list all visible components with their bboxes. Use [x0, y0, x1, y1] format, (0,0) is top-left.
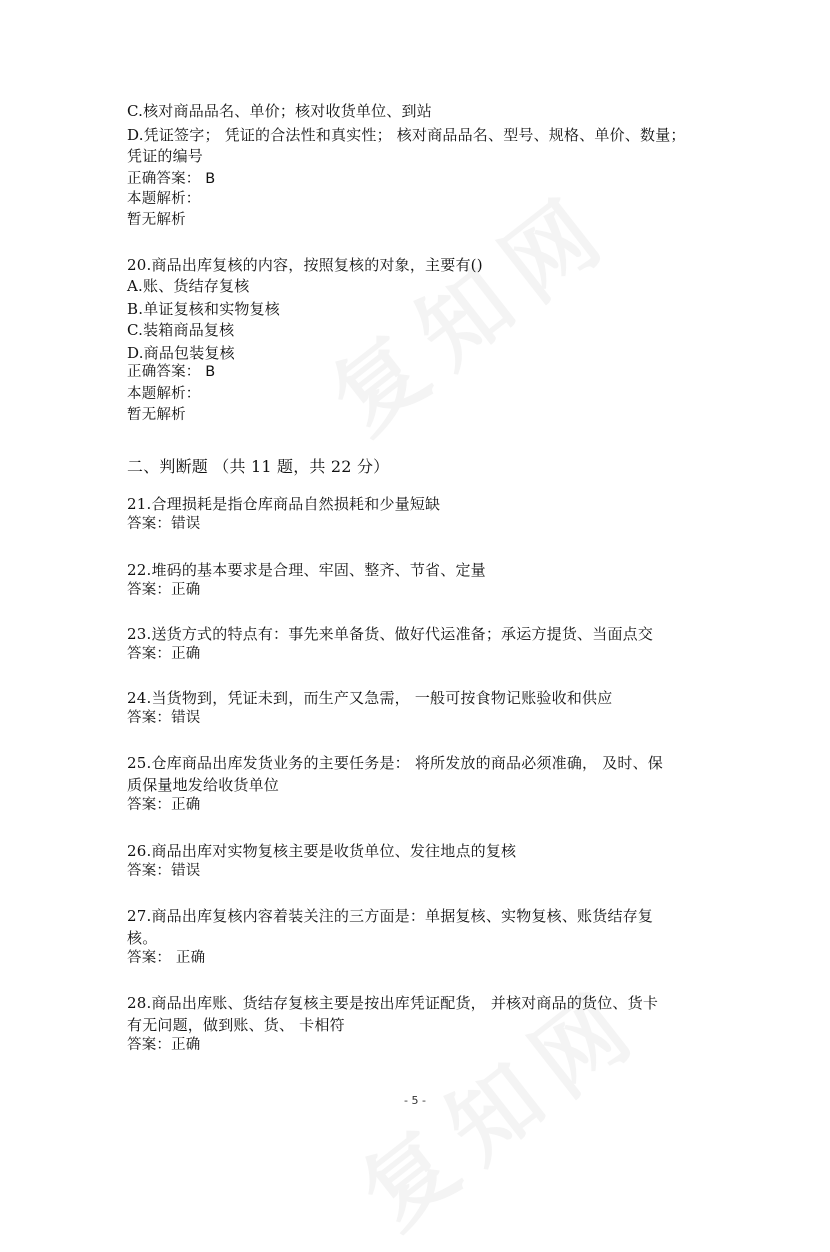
judgment-answer: 答案：正确 [127, 646, 201, 662]
q19-analysis-label: 本题解析： [127, 191, 201, 207]
judgment-question-cont: 质保量地发给收货单位 [127, 776, 280, 794]
judgment-question: 21.合理损耗是指仓库商品自然损耗和少量短缺 [127, 495, 441, 513]
q19-option-d-cont: 凭证的编号 [127, 147, 204, 165]
judgment-answer: 答案： 正确 [127, 950, 206, 966]
judgment-question: 28.商品出库账、货结存复核主要是按出库凭证配货， 并核对商品的货位、货卡 [127, 994, 659, 1012]
judgment-answer: 答案：错误 [127, 516, 201, 532]
q20-analysis-label: 本题解析： [127, 386, 201, 402]
q20-option-c: C.装箱商品复核 [127, 321, 235, 339]
q20-answer: 正确答案： B [127, 364, 216, 380]
judgment-answer: 答案：错误 [127, 710, 201, 726]
q20-option-a: A.账、货结存复核 [127, 277, 250, 295]
judgment-question: 25.仓库商品出库发货业务的主要任务是： 将所发放的商品必须准确， 及时、保 [127, 754, 663, 772]
q19-answer: 正确答案： B [127, 171, 216, 187]
judgment-answer: 答案：正确 [127, 1037, 201, 1053]
judgment-question-cont: 核。 [127, 929, 158, 947]
judgment-answer: 答案：错误 [127, 863, 201, 879]
q20-option-d: D.商品包装复核 [127, 344, 235, 362]
q20-option-b: B.单证复核和实物复核 [127, 300, 280, 318]
judgment-question: 27.商品出库复核内容着装关注的三方面是：单据复核、实物复核、账货结存复 [127, 907, 654, 925]
q19-analysis: 暂无解析 [127, 212, 186, 228]
judgment-question: 23.送货方式的特点有：事先来单备货、做好代运准备；承运方提货、当面点交 [127, 625, 654, 643]
judgment-answer: 答案：正确 [127, 582, 201, 598]
judgment-question-cont: 有无问题，做到账、货、 卡相符 [127, 1016, 345, 1034]
q20-question: 20.商品出库复核的内容，按照复核的对象，主要有() [127, 256, 483, 274]
q20-analysis: 暂无解析 [127, 407, 186, 423]
judgment-question: 24.当货物到，凭证未到，而生产又急需， 一般可按食物记账验收和供应 [127, 689, 613, 707]
judgment-question: 22.堆码的基本要求是合理、牢固、整齐、节省、定量 [127, 561, 486, 579]
q19-option-d: D.凭证签字； 凭证的合法性和真实性； 核对商品品名、型号、规格、单价、数量； [127, 126, 686, 144]
watermark [300, 156, 635, 458]
page-number: - 5 - [404, 1094, 426, 1107]
judgment-question: 26.商品出库对实物复核主要是收货单位、发往地点的复核 [127, 842, 517, 860]
section-heading: 二、判断题 （共 11 题，共 22 分） [127, 457, 390, 476]
judgment-answer: 答案：正确 [127, 797, 201, 813]
q19-option-c: C.核对商品品名、单价；核对收货单位、到站 [127, 102, 432, 120]
